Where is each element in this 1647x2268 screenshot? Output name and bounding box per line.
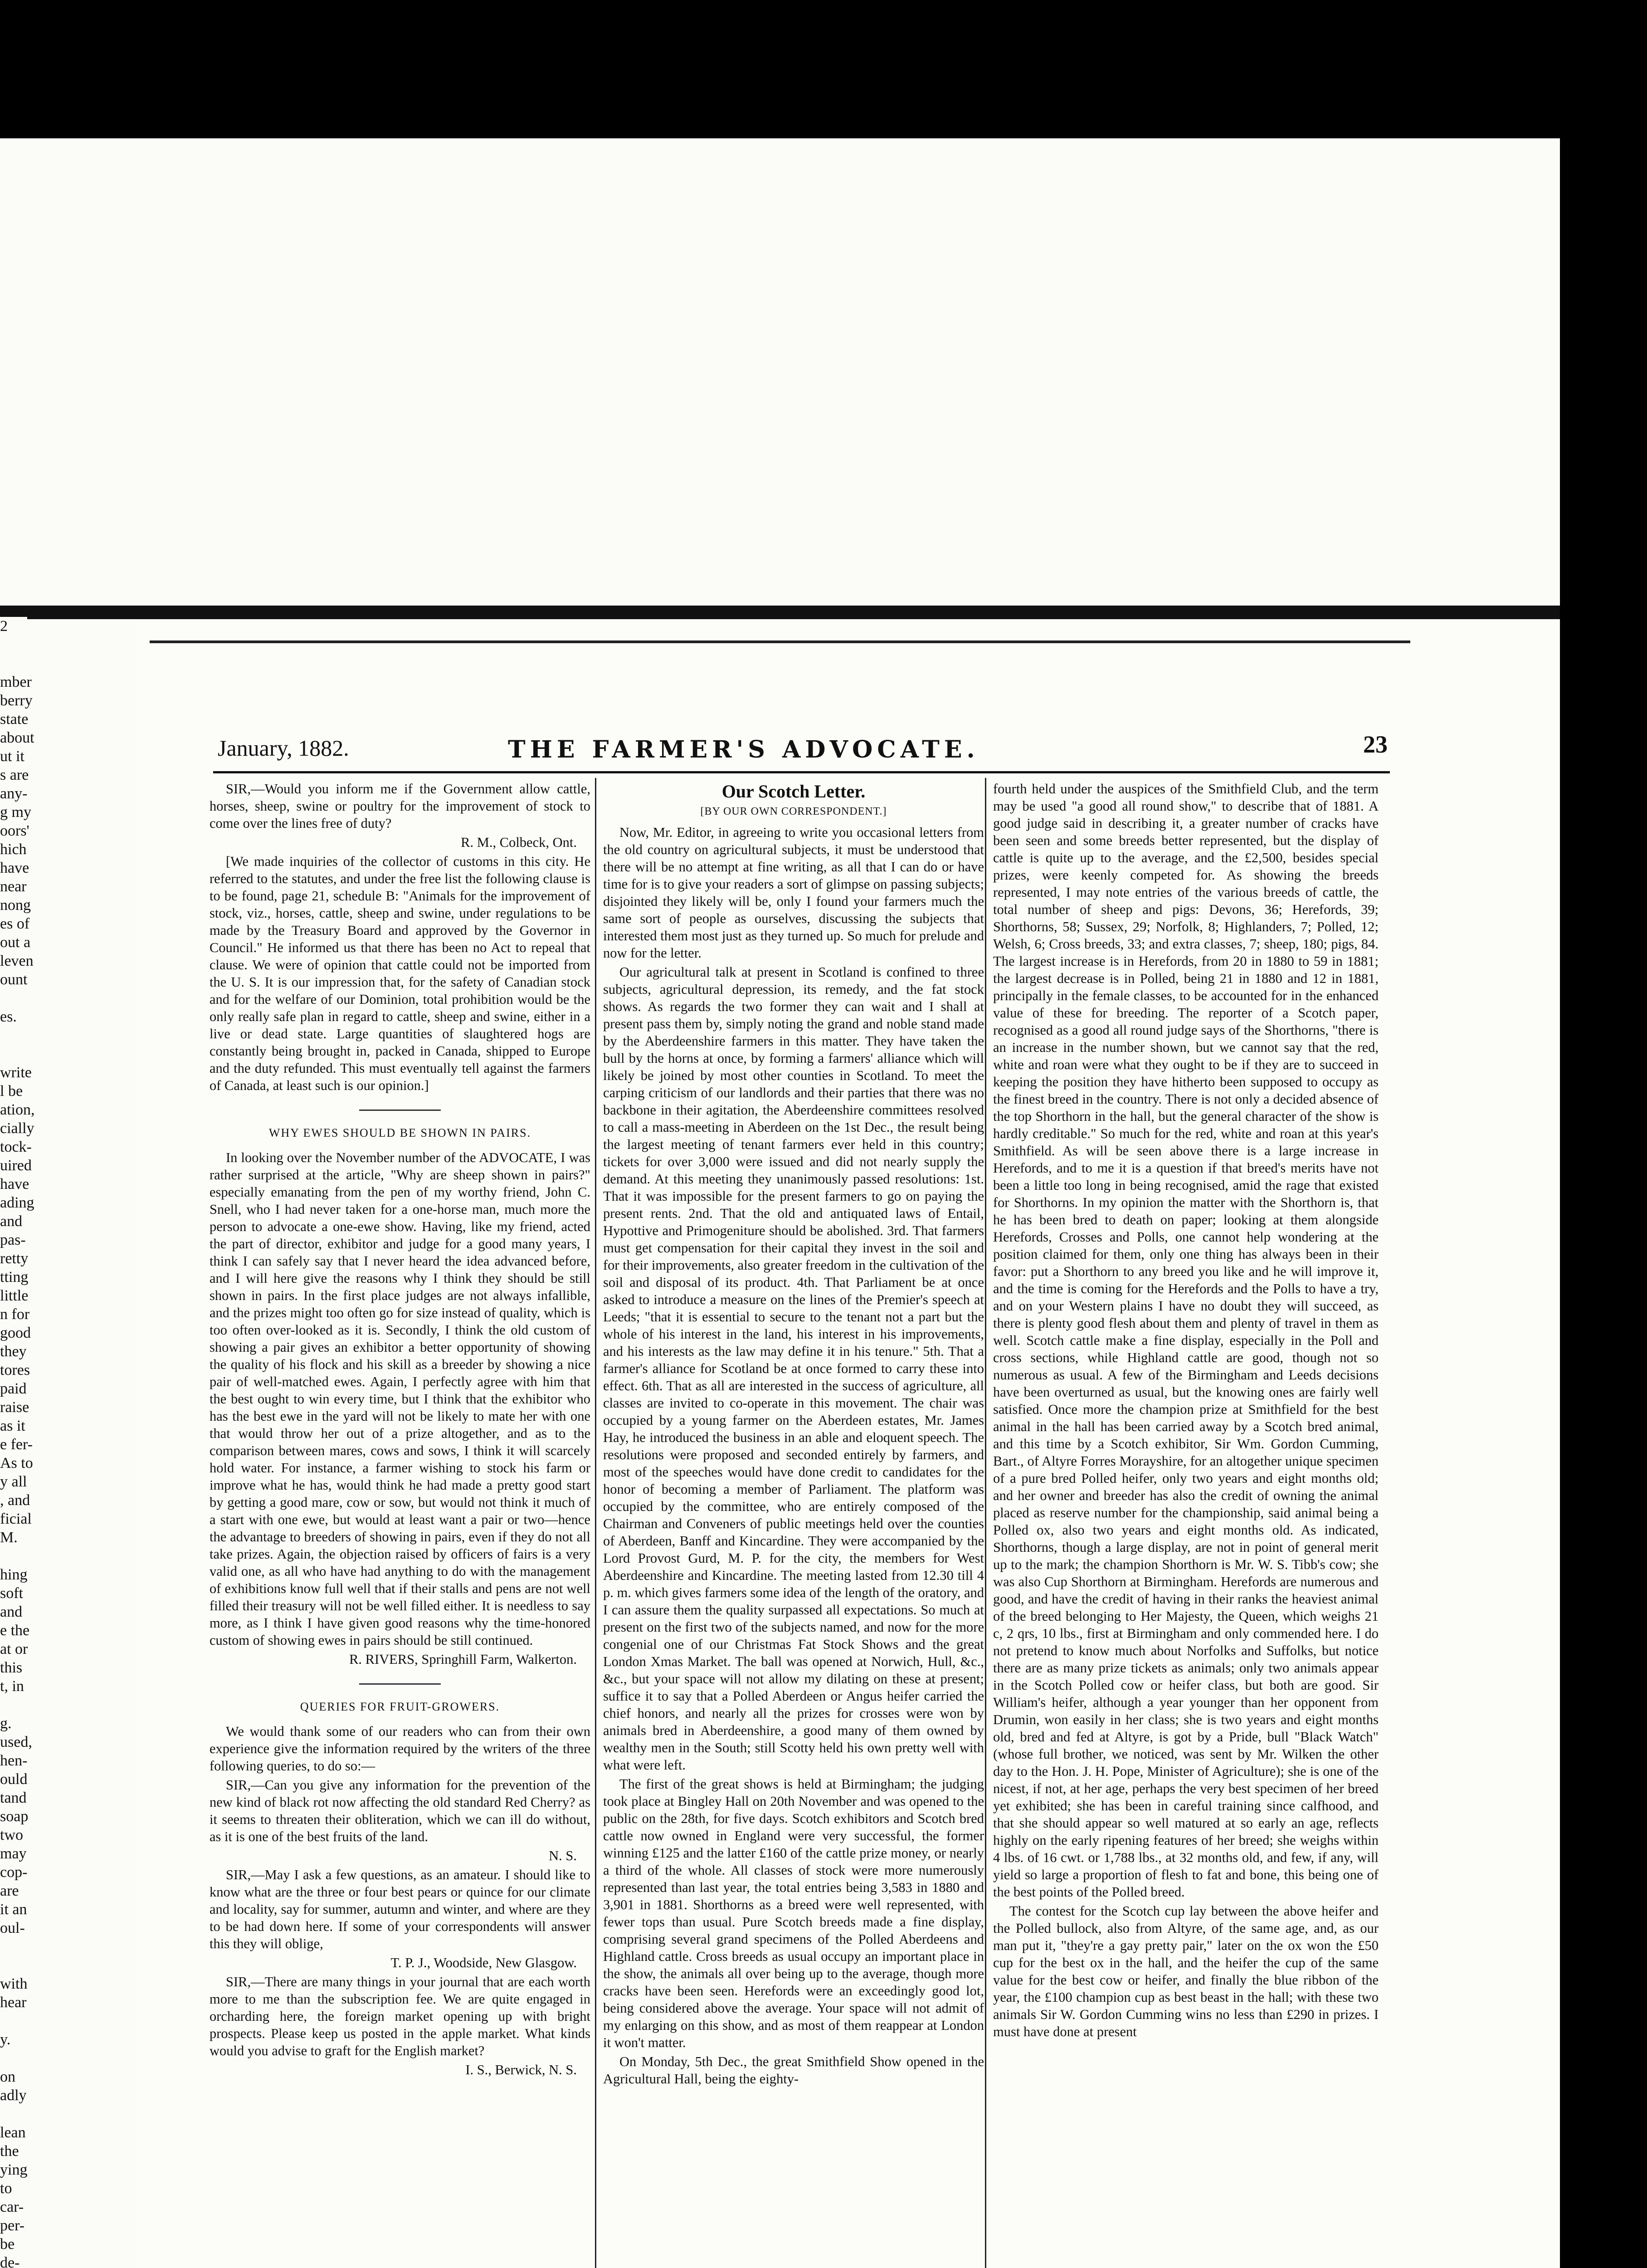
adjacent-page-fragment: tores	[0, 1362, 30, 1378]
adjacent-page-fragment: any-	[0, 785, 28, 802]
adjacent-page-fragment: es.	[0, 1008, 17, 1025]
adjacent-page-fragment: e fer-	[0, 1436, 33, 1453]
page-edge-shadow	[0, 606, 1560, 619]
queries-heading: QUERIES FOR FRUIT-GROWERS.	[300, 1700, 500, 1713]
adjacent-page-fragment: pas-	[0, 1232, 26, 1248]
adjacent-page-fragment: de-	[0, 2254, 20, 2268]
column-rule-2	[985, 778, 986, 2268]
adjacent-page-fragment: l be	[0, 1083, 23, 1100]
adjacent-page-fragment: hich	[0, 841, 27, 858]
section-divider	[359, 1683, 441, 1685]
query-1-signature: N. S.	[549, 1848, 577, 1863]
adjacent-page-fragment: and	[0, 1213, 23, 1230]
adjacent-page-fragment: y all	[0, 1473, 27, 1490]
adjacent-page-fragment: to	[0, 2180, 12, 2197]
adjacent-page-fragment: e the	[0, 1622, 30, 1639]
query-3-signature: I. S., Berwick, N. S.	[465, 2062, 577, 2077]
adjacent-page-fragment: out a	[0, 934, 31, 951]
adjacent-page-fragment: berry	[0, 692, 33, 709]
adjacent-page-fragment: ount	[0, 971, 28, 988]
adjacent-page-fragment: leven	[0, 953, 34, 969]
section-divider	[359, 1110, 441, 1111]
adjacent-page-fragment: little	[0, 1287, 29, 1304]
adjacent-page-fragment: soft	[0, 1585, 23, 1602]
scotch-letter-p2: Our agricultural talk at present in Scotland is confined to three subjects, agricultural depression, its remedy, and the fat stock shows. As regards the two former they can wait and I shall at present pass them by, simply noting the grand and noble stand made by the Aberdeenshire farmers in this matter. They have taken the bull by the horns at once, by forming a farmers' alliance which will likely be joined by most other counties in Scotland. To meet the carping criticism of our landlords and their parties that there was no backbone in their agitation, the Aberdeenshire committees resolved to call a mass-meeting in Aberdeen on the 1st Dec., the result being the largest meeting of tenant farmers ever held in this country; tickets for over 3,000 were issued and did not nearly supply the demand. At this meeting they unanimously passed resolutions: 1st. That it was impossible for the present farmers to go on paying the present rents. 2nd. That the old and antiquated laws of Entail, Hypottive and Primogeniture should be abolished. 3rd. That farmers must get compensation for their capital they invest in the soil and for their improvements, also greater freedom in the cultivation of the soil and disposal of its product. 4th. That Parliament be at once asked to introduce a measure on the lines of the Premier's speech at Leeds; "that it is essential to secure to the tenant not a part but the whole of his interest in the land, his interest in his improvements, and his interests as the law may define it in his tenure." 5th. That a farmer's alliance for Scotland be at once formed to carry these into effect. 6th. That as all are interested in the success of agriculture, all classes are invited to co-operate in this movement. The chair was occupied by a young farmer on the Aberdeen estates, Mr. James Hay, he introduced the business in an able and eloquent speech. The resolutions were proposed and seconded entirely by farmers, and most of the speeches would have done credit to candidates for the honor of becoming a member of Parliament. The platform was occupied by the committee, who are entirely composed of the Chairman and Conveners of public meetings held over the counties of Aberdeen, Banff and Kincardine. They were accompanied by the Lord Provost Gurd, M. P. for the city, the members for West Aberdeenshire and Kincardine. The meeting lasted from 12.30 till 4 p. m. which gives farmers some idea of the length of the oratory, and I can assure them the quality surpassed all expectations. So much at present on the first two of the subjects named, and now for the more congenial one of our Christmas Fat Stock Shows and the great London Xmas Market. The ball was opened at Norwich, Hull, &c., &c., but your space will not allow my dilating on these at present; suffice it to say that a Polled Aberdeen or Angus heifer carried the chief honors, and nearly all the prizes for crosses were won by animals bred in Aberdeenshire, a good many of them owned by wealthy men in the South; still Scotty held his own pretty well with what were left.	[603, 964, 984, 1773]
adjacent-page-fragment: good	[0, 1325, 31, 1341]
queries-intro: We would thank some of our readers who can from their own experience give the information required by the writers of the three following queries, to do so:—	[210, 1724, 590, 1774]
adjacent-page-fragment	[0, 1026, 27, 1045]
adjacent-page-fragment: ould	[0, 1771, 28, 1788]
adjacent-page-fragment: this	[0, 1659, 23, 1676]
scotch-letter-p1: Now, Mr. Editor, in agreeing to write you occasional letters from the old country on agricultural subjects, it must be understood that there will be no attempt at fine writing, as all that I can do or have time for is to give your readers a sort of glimpse on passing subjects; disjointed they likely will be, only I found your farmers much the same sort of people as ourselves, discussing the subjects that interested them most just as they turned up. So much for prelude and now for the letter.	[603, 825, 984, 961]
adjacent-page-fragment: at or	[0, 1641, 28, 1657]
column-1	[210, 780, 590, 2268]
adjacent-page-fragment: ut it	[0, 748, 24, 765]
adjacent-page-fragment: soap	[0, 1808, 29, 1825]
adjacent-page-fragment: about	[0, 729, 34, 746]
scotch-letter-heading: Our Scotch Letter.	[721, 781, 866, 802]
adjacent-page-fragment: and	[0, 1603, 23, 1620]
adjacent-page-fragment: per-	[0, 2217, 25, 2234]
adjacent-page-fragment	[0, 1696, 27, 1714]
adjacent-page-fragment: ficial	[0, 1510, 32, 1527]
header-rule	[213, 771, 1390, 773]
page-number: 23	[1363, 731, 1388, 758]
adjacent-page-fragment: adly	[0, 2087, 27, 2104]
scotch-letter-continued-p1: fourth held under the auspices of the Smithfield Club, and the term may be used "a good all round show," to describe that of 1881. A good judge said in describing it, a greater number of cracks have been seen and some breeds better represented, but the display of cattle is quite up to the average, and the £2,500, besides special prizes, were keenly competed for. As showing the breeds represented, I may note entries of the various breeds of cattle, the total number of sheep and pigs: Devons, 36; Herefords, 39; Shorthorns, 58; Sussex, 29; Norfolk, 8; Highlanders, 7; Polled, 12; Welsh, 6; Cross breeds, 33; and extra classes, 7; sheep, 180; pigs, 84. The largest increase is in Herefords, from 20 in 1880 to 59 in 1881; the largest decrease is in Polled, being 21 in 1880 and 12 in 1881, principally in the female classes, to be accounted for in the enhanced value of these for breeding. The reporter of a Scotch paper, recognised as a good all round judge says of the Shorthorns, "there is an increase in the number shown, but we cannot say that the red, white and roan were what they ought to be if they are to succeed in keeping the position they have hitherto been supposed to occupy as the finest breed in the country. There is not only a decided absence of the top Shorthorn in the hall, but the general character of the show is hardly creditable." So much for the red, white and roan at this year's Smithfield. As will be seen above there is a large increase in Herefords, and to me it is a question if that breed's merits have not been a little too long in being recognised, amid the rage that existed for Shorthorns. In my opinion the matter with the Shorthorn is, that he has been bred to death on paper; looking at them alongside Herefords, Crosses and Polls, one cannot help wondering at the position claimed for them, only one thing has always been in their favor: put a Shorthorn to any breed you like and he will improve it, and the time is coming for the Herefords and the Polls to have a try, and on your Western plains I have no doubt they will succeed, as there is plenty good flesh about them and plenty of travel in them as well. Scotch cattle make a fine display, especially in the Poll and cross sections, while Highland cattle are good, though not so numerous as usual. A few of the Birmingham and Leeds decisions have been overturned as usual, but the knowing ones are fairly well satisfied. Once more the champion prize at Smithfield for the best animal in the hall has been carried away by a Scotch bred animal, and this time by a Scotch exhibitor, Sir Wm. Gordon Cumming, Bart., of Altyre Forres Morayshire, for an altogether unique specimen of a pure bred Polled heifer, only two years and eight months old; and her owner and breeder has also the credit of owning the animal placed as reserve number for the championship, said animal being a Polled ox, also two years and eight months old. As indicated, Shorthorns, though a large display, are not in point of general merit up to the mark; the champion Shorthorn is Mr. W. S. Tibb's cow; she was also Cup Shorthorn at Birmingham. Herefords are numerous and good, and have the credit of having in their ranks the heaviest animal of the breed belonging to Her Majesty, the Queen, which weighs 21 c, 2 qrs, 10 lbs., first at Birmingham and only commended here. I do not pretend to know much about Norfolks and Suffolks, but notice there are as many prize tickets as animals; only two animals appear in the Scotch Polled cow or heifer class, but both are good. Sir William's heifer, although a year younger than her opponent from Drumin, won easily in her class; she is two years and eight months old, bred and fed at Altyre, is got by a Pride, bull "Black Watch" (whose full brother, we noticed, was sent by Mr. Wilken the other day to the Hon. J. H. Pope, Minister of Agriculture); she is one of the nicest, if not, at her age, perhaps the very best specimen of her breed yet exhibited; she has been in careful training since calfhood, and that she should appear so well matured at so early an age, reflects highly on the early ripening features of her breed; she weighs within 4 lbs. of 16 cwt. or 1,788 lbs., at 32 months old, and few, if any, will yield so large a proportion of flesh to fat and bone, this being one of the best points of the Polled breed.	[993, 781, 1379, 1900]
adjacent-page-fragment	[0, 2012, 27, 2030]
adjacent-page-fragment: hear	[0, 1994, 27, 2011]
adjacent-page-fragment	[0, 654, 27, 673]
adjacent-page-fragment: used,	[0, 1734, 32, 1750]
adjacent-page-fragment: tand	[0, 1789, 27, 1806]
masthead-title: THE FARMER'S ADVOCATE.	[508, 736, 979, 763]
adjacent-page-fragment: oul-	[0, 1920, 25, 1936]
editor-reply-customs: [We made inquiries of the collector of customs in this city. He referred to the statutes, and under the free list the following clause is to be found, page 21, schedule B: "Animals for the improvement of stock, viz., horses, cattle, sheep and swine, under regulations to be made by the Treasury Board and approved by the Governor in Council." He informed us that there has been no Act to repeal that clause. We were of opinion that cattle could not be imported from the U. S. It is our impression that, for the safety of Canadian stock and for the welfare of our Dominion, total prohibition would be the only really safe plan in regard to cattle, sheep and swine, either in a live or dead state. Large quantities of slaughtered hogs are constantly being brought in, packed in Canada, shipped to Europe and the duty refunded. This must eventually tell against the farmers of Canada, at least such is our opinion.]	[210, 854, 590, 1093]
adjacent-page-fragment: ation,	[0, 1101, 35, 1118]
adjacent-page-fragment	[0, 1956, 27, 1975]
letter-customs-signature: R. M., Colbeck, Ont.	[461, 835, 577, 850]
adjacent-page-fragment: g.	[0, 1715, 12, 1732]
adjacent-page-fragment	[0, 635, 27, 654]
adjacent-page-fragment: tock-	[0, 1139, 32, 1155]
adjacent-page-fragment: cially	[0, 1120, 34, 1137]
adjacent-page-fragment: they	[0, 1343, 27, 1360]
adjacent-page-fragment: , and	[0, 1492, 30, 1509]
query-3: SIR,—There are many things in your journal that are each worth more to me than the subscription fee. We are quite engaged in orcharding here, the foreign market opening up with bright prospects. Please keep us posted in the apple market. What kinds would you advise to graft for the English market?	[210, 1974, 590, 2058]
adjacent-page-fragment: ying	[0, 2161, 28, 2178]
scan-border-top	[0, 0, 1647, 138]
adjacent-page-fragment: car-	[0, 2199, 24, 2215]
adjacent-page-fragment: it an	[0, 1901, 27, 1918]
top-rule	[150, 640, 1410, 643]
adjacent-page-fragment	[0, 1937, 27, 1956]
ewes-signature: R. RIVERS, Springhill Farm, Walkerton.	[349, 1652, 577, 1667]
column-rule-1	[595, 778, 596, 2268]
column-2	[603, 780, 984, 2268]
adjacent-page-fragment: are	[0, 1882, 19, 1899]
adjacent-page-fragment: s are	[0, 767, 29, 783]
scotch-letter-byline: [BY OUR OWN CORRESPONDENT.]	[700, 806, 887, 817]
adjacent-page-fragment: es of	[0, 915, 30, 932]
adjacent-page-fragment: have	[0, 1176, 29, 1193]
adjacent-page-fragment	[0, 2105, 27, 2123]
adjacent-page-fragment: be	[0, 2236, 15, 2253]
adjacent-page-fragment: retty	[0, 1250, 29, 1267]
adjacent-page-fragment: on	[0, 2068, 15, 2085]
adjacent-page-fragment	[0, 1547, 27, 1565]
adjacent-page-fragment: t, in	[0, 1678, 24, 1695]
adjacent-page-fragment: uired	[0, 1157, 32, 1174]
adjacent-page-fragment: hing	[0, 1566, 28, 1583]
scotch-letter-continued-p2: The contest for the Scotch cup lay between the above heifer and the Polled bullock, also from Altyre, of the same age, and, as our man put it, "they're a gay pretty pair," later on the ox won the £50 cup for the best ox in the hall, and the heifer the cup of the same value for the best cow or heifer, and finally the blue ribbon of the year, the £100 champion cup as best beast in the hall; with these two animals Sir W. Gordon Cumming wins no less than £290 in prizes. I must have done at present	[993, 1903, 1379, 2039]
query-2-signature: T. P. J., Woodside, New Glasgow.	[390, 1955, 577, 1970]
adjacent-page-fragment: paid	[0, 1380, 27, 1397]
adjacent-page-fragment: oors'	[0, 822, 29, 839]
adjacent-page-fragment: two	[0, 1827, 23, 1843]
adjacent-page-fragment: tting	[0, 1269, 29, 1286]
adjacent-page-fragment: lean	[0, 2124, 26, 2141]
adjacent-page-fragment: hen-	[0, 1752, 28, 1769]
adjacent-page-fragment: as it	[0, 1418, 25, 1434]
adjacent-page-fragment: write	[0, 1064, 32, 1081]
column-3	[993, 780, 1379, 2268]
scotch-letter-p4: On Monday, 5th Dec., the great Smithfield Show opened in the Agricultural Hall, being the eighty-	[603, 2054, 984, 2087]
scotch-letter-p3: The first of the great shows is held at Birmingham; the judging took place at Bingley Hall on 20th November and was opened to the public on the 28th, for five days. Scotch exhibitors and Scotch bred cattle now owned in England were very successful, the former winning £125 and the latter £160 of the cattle prize money, or nearly a third of the whole. All classes of stock were more numerously represented than last year, the total entries being 3,583 in 1880 and 3,901 in 1881. Shorthorns as a breed were well represented, with fewer tops than usual. Pure Scotch breeds made a fine display, comprising several grand specimens of the Polled Aberdeens and Highland cattle. Cross breeds as usual occupy an important place in the show, the animals all over being up to the average, though more cracks have been seen. Herefords were an exceedingly good lot, being considered above the average. Your space will not admit of my enlarging on this show, and as most of them reappear at London it won't matter.	[603, 1776, 984, 2050]
adjacent-page-fragment	[0, 1045, 27, 1063]
adjacent-page-fragment: ading	[0, 1194, 34, 1211]
adjacent-page-fragment: near	[0, 878, 27, 895]
adjacent-page-fragment: 2	[0, 618, 8, 635]
query-1: SIR,—Can you give any information for the prevention of the new kind of black rot now affecting the old standard Red Cherry? as it seems to threaten their obliteration, which we can ill do without, as it is one of the best fruits of the land.	[210, 1777, 590, 1844]
adjacent-page-fragment: As to	[0, 1455, 33, 1471]
adjacent-page-fragment	[0, 2049, 27, 2068]
page-header	[218, 731, 1388, 767]
adjacent-page-fragment: the	[0, 2143, 19, 2160]
adjacent-page-fragment: have	[0, 860, 29, 876]
adjacent-page-fragment: with	[0, 1975, 28, 1992]
scan-border-right	[1560, 0, 1647, 2268]
adjacent-page-fragment: state	[0, 711, 29, 728]
adjacent-page-fragment: n for	[0, 1306, 30, 1323]
query-2: SIR,—May I ask a few questions, as an amateur. I should like to know what are the three or four best pears or quince for our climate and locality, say for summer, autumn and winter, and where are they to be had down here. If some of your correspondents will answer this they will oblige,	[210, 1867, 590, 1951]
ewes-heading: WHY EWES SHOULD BE SHOWN IN PAIRS.	[268, 1126, 531, 1139]
adjacent-page-strip	[0, 617, 35, 2268]
letter-customs: SIR,—Would you inform me if the Government allow cattle, horses, sheep, swine or poultry for the improvement of stock to come over the lines free of duty?	[210, 781, 590, 831]
adjacent-page-fragment: raise	[0, 1399, 29, 1416]
adjacent-page-fragment: g my	[0, 804, 31, 821]
adjacent-page-fragment: y.	[0, 2031, 11, 2048]
adjacent-page-fragment: cop-	[0, 1864, 28, 1881]
adjacent-page-fragment: nong	[0, 897, 31, 914]
adjacent-page-fragment: M.	[0, 1529, 18, 1546]
issue-date: January, 1882.	[218, 735, 349, 761]
adjacent-page-fragment	[0, 989, 27, 1007]
ewes-article: In looking over the November number of the ADVOCATE, I was rather surprised at the article, "Why are sheep shown in pairs?" especially emanating from the pen of my worthy friend, John C. Snell, who I had never taken for a one-horse man, much more the person to advocate a one-ewe show. Having, like my friend, acted the part of director, exhibitor and judge for a good many years, I think I can safely say that I never heard the idea advanced before, and I will here give the reasons why I think they should be still shown in pairs. In the first place judges are not always infallible, and the prizes might too often go for size instead of quality, which is too often over-looked as it is. Secondly, I think the old custom of showing a pair gives an exhibitor a better opportunity of showing the quality of his flock and his skill as a breeder by showing a nice pair of well-matched ewes. Again, I perfectly agree with him that the best ought to win every time, but I think that the exhibitor who has the best ewe in the yard will not be likely to mate her with one that would throw her out of a prize altogether, and as to the comparison between mares, cows and sows, I think it will scarcely hold water. For instance, a farmer wishing to stock his farm or improve what he has, would think he had made a pretty good start by getting a good mare, cow or sow, but would not think it much of a start with one ewe, but would at least want a pair or two—hence the advantage to breeders of showing in pairs, even if they do not all take prizes. Again, the objection raised by officers of fairs is a very valid one, as all who have had anything to do with the management of exhibitions know full well that if their stalls and pens are not well filled their treasury will not be well filled either. It is needless to say more, as I think I have given good reasons why the time-honored custom of showing ewes in pairs should be still continued.	[210, 1150, 590, 1648]
adjacent-page-fragment: may	[0, 1845, 27, 1862]
adjacent-page-fragment: mber	[0, 674, 32, 690]
